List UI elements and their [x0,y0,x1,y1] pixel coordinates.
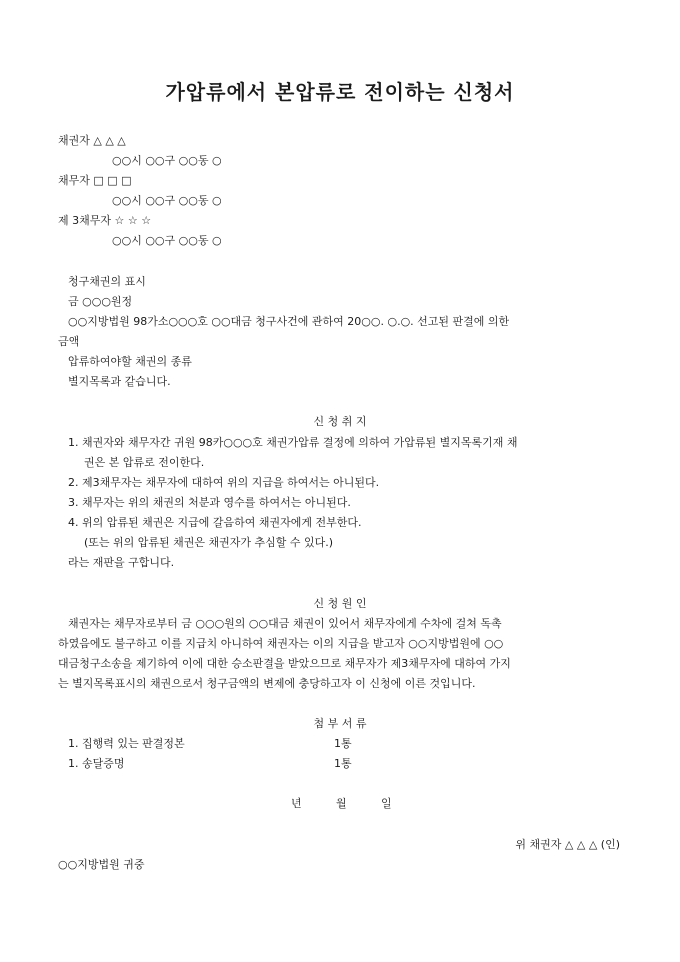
seized-claim-heading: 압류하여야할 채권의 종류 [68,355,192,368]
date-day: 일 [381,797,392,810]
attachments-heading: 첨 부 서 류 [313,717,367,730]
purpose-item-2: 2. 제3채무자는 채무자에 대하여 위의 지급을 하여서는 아니된다. [68,476,380,489]
claim-description-cont: 금액 [58,335,80,348]
reason-line-3: 대금청구소송을 제기하여 이에 대한 승소판결을 받았으므로 채무자가 제3채무자에 대하여 가지 [58,657,511,670]
purpose-heading: 신 청 취 지 [313,415,367,428]
third-debtor-address: ○○시 ○○구 ○○동 ○ [112,234,222,247]
claim-amount: 금 ○○○원정 [68,295,133,308]
reason-line-4: 는 별지목록표시의 채권으로서 청구금액의 변제에 충당하고자 이 신청에 이른 것입니다. [58,677,476,690]
purpose-item-4-note: (또는 위의 압류된 채권은 채권자가 추심할 수 있다.) [84,536,334,549]
claim-description: ○○지방법원 98가소○○○호 ○○대금 청구사건에 관하여 20○○. ○.○. 선고된 판결에 의한 [68,315,510,328]
reason-line-1: 채권자는 채무자로부터 금 ○○○원의 ○○대금 채권이 있어서 채무자에게 수차에 걸쳐 독촉 [68,617,502,630]
debtor-address: ○○시 ○○구 ○○동 ○ [112,194,222,207]
purpose-closing: 라는 재판을 구합니다. [68,556,175,569]
reason-line-2: 하였음에도 불구하고 이를 지급치 아니하여 채권자는 이의 지급을 받고자 ○○지방법원에 ○○ [58,637,504,650]
creditor-signature: 위 채권자 △ △ △ (인) [515,838,620,851]
purpose-item-1-cont: 권은 본 압류로 전이한다. [84,456,205,469]
purpose-item-3: 3. 채무자는 위의 채권의 처분과 영수를 하여서는 아니된다. [68,496,351,509]
date-month: 월 [336,797,347,810]
purpose-item-4: 4. 위의 압류된 채권은 지급에 갈음하여 채권자에게 전부한다. [68,516,362,529]
date-year: 년 [291,797,302,810]
purpose-item-1: 1. 채권자와 채무자간 귀원 98카○○○호 채권가압류 결정에 의하여 가압류된 별지목록기재 채 [68,436,518,449]
creditor-address: ○○시 ○○구 ○○동 ○ [112,154,222,167]
third-debtor-label: 제 3채무자 ☆ ☆ ☆ [58,214,152,227]
seized-claim-description: 별지목록과 같습니다. [68,375,171,388]
attachment-item-name: 1. 송달증명 [68,757,125,770]
attachment-item-count: 1통 [334,737,352,750]
debtor-label: 채무자 □ □ □ [58,174,132,187]
reason-heading: 신 청 원 인 [313,597,367,610]
attachment-item-count: 1통 [334,757,352,770]
attachment-item-name: 1. 집행력 있는 판결정본 [68,737,185,750]
claim-heading: 청구채권의 표시 [68,275,146,288]
court-addressee: ○○지방법원 귀중 [58,858,145,871]
document-title: 가압류에서 본압류로 전이하는 신청서 [165,80,515,104]
creditor-label: 채권자 △ △ △ [58,134,126,147]
